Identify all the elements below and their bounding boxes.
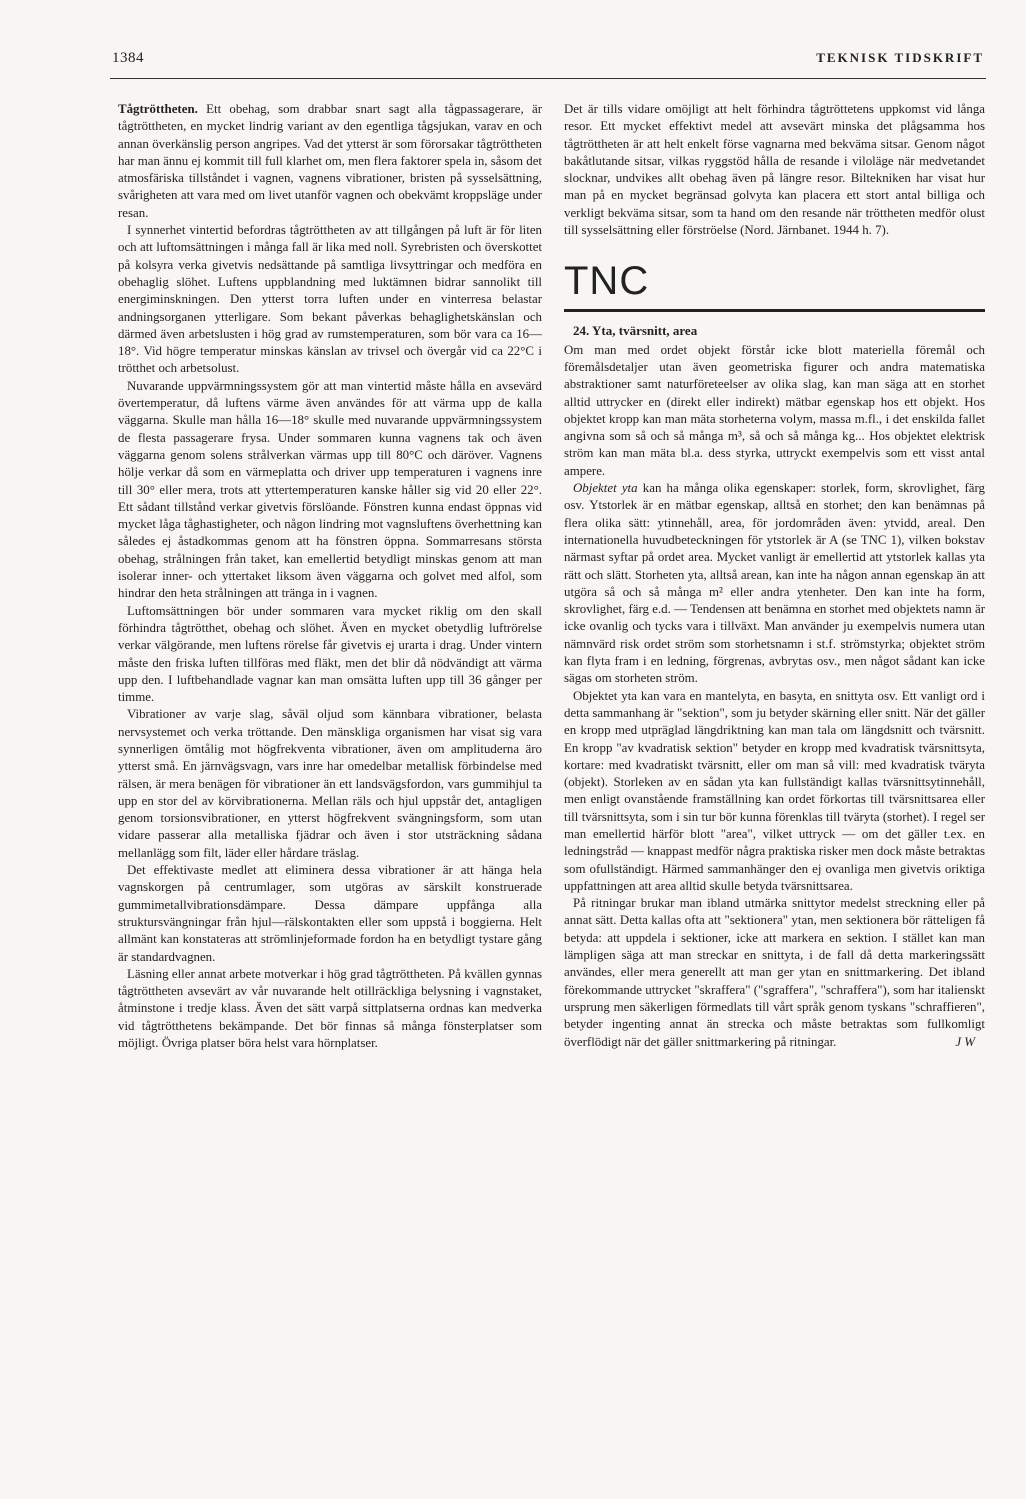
paragraph-text: Ett obehag, som drabbar snart sagt alla tågpassagerare, är tågtröttheten, en mycket lindrig variant av den egentliga tågsjukan, varav en och annan överkänslig person angripes. Vad det ytterst är som förorsakar tågtröttheten har man ännu ej kommit till full klarhet om, men flera faktorer spela in, såsom det atmosfäriska tillståndet i vagnen, vagnens vibrationer, bristen på sysselsättning, svårigheten att vara med om livet utanför vagnen och obekvämt kroppsläge under resan.: [118, 102, 542, 220]
paragraph: [118, 101, 542, 222]
paragraph: I synnerhet vintertid befordras tågtröttheten av att tillgången på luft är för liten och att luftomsättningen i många fall är lika med noll. Syrebristen och överskottet på kolsyra verka givetvis nedsättande på samtliga livsyttringar och medföra en obehaglig slöhet. Luftens uppblandning med luktämnen bidrar sannolikt till energiminskningen. Den ytterst torra luften under en vinterresa belastar andningsorganen ytterligare. Som bekant påverkas behaglighetskänslan och därmed även arbetslusten i hög grad av rumstemperaturen, som bör vara ca 16—18°. Vid högre temperatur minskas känslan av trivsel och övergår vid ca 22°C i trötthet och arbetsolust.: [118, 223, 542, 376]
paragraph: Vibrationer av varje slag, såväl oljud som kännbara vibrationer, belasta nervsystemet och verka tröttande. Den mänskliga organismen har visat sig vara synnerligen ömtålig mot högfrekventa vibrationer, även om amplituderna äro ytterst små. En järnvägsvagn, vars inre har omedelbar metallisk förbindelse med rälsen, är mera benägen för vibrationer än ett landsvägsfordon, vars gummihjul ta upp en stor del av körvibrationerna. Mellan räls och hjul uppstår det, antagligen genom torsionsvibrationer, en ytterst högfrekvent svängningsform, som utan vidare passerar alla metalliska fjädrar och även i stor utsträckning sådana mellanlägg som filt, läder eller hårdare träslag.: [118, 707, 542, 860]
running-head: TEKNISK TIDSKRIFT: [816, 50, 984, 65]
paragraph-text: kan ha många olika egenskaper: storlek, form, skrovlighet, färg osv. Ytstorlek är en mätbar egenskap, alltså en storhet; den kan benämnas på flera olika sätt: ytinnehåll, area, för jordområden även: ytvidd, areal. Den internationella huvudbeteckningen för ytstorlek är A (se TNC 1), vilken bokstav närmast syftar på ordet area. Mycket vanligt är emellertid att ytstorlek kallas yta rätt och slätt. Storheten yta, alltså arean, kan inte ha någon annan egenskap än att utgöra så och så många m² eller andra ytenheter. Den kan inte ha form, skrovlighet, färg e.d. — Tendensen att benämna en storhet med objektets namn är icke ovanlig och tycks vara i tillväxt. Man använder ju exempelvis numera utan nämnvärd risk ordet ström som storhetsnamn i st.f. strömstyrka; objektet ström kan flyta fram i en ledning, förgrenas, avbrytas osv., men något sådant kan icke sägas om storheten ström.: [564, 481, 985, 686]
paragraph: Läsning eller annat arbete motverkar i hög grad tågtröttheten. På kvällen gynnas tågtröttheten avsevärt av vår nuvarande helt otillräckliga belysning i vagnstaket, åtminstone i tredje klass. Även det sätt varpå sittplatserna ordnas kan medverka vid tågtrötthetens bekämpande. Det bör finnas så många fönsterplatser som möjligt. Övriga platser böra helst vara hörnplatser.: [118, 966, 542, 1051]
paragraph: [564, 480, 985, 688]
signature: J W: [955, 1034, 975, 1049]
paragraph-text: På ritningar brukar man ibland utmärka snittytor medelst streckning eller på annat sätt. Detta kallas ofta att "sektionera" ytan, men sektionera bör rätteligen få betyda: att uppdela i sektioner, icke att markera en sektion. I stället kan man lämpligen säga att man streckar en snittyta, i de fall då detta markeringssätt användes, eller mera generellt att man ger ytan en snittmarkering. Det ibland förekommande uttrycket "skraffera" ("sgraffera", "schraffera"), som har italienskt ursprung men säkerligen förmedlats till vårt språk genom tyskans "schraffieren", betyder ingenting annat än strecka och måste betraktas som fullkomligt överflödigt när det gäller snittmarkering på ritningar.: [564, 896, 985, 1049]
emphasis: Objektet yta: [573, 481, 638, 496]
right-column: [564, 101, 985, 1051]
article-title: Tågtröttheten.: [118, 102, 198, 116]
paragraph: Det är tills vidare omöjligt att helt förhindra tågtröttetens uppkomst vid långa resor. Ett mycket effektivt medel att avsevärt minska det plågsamma hos tågtröttheten är att helt enkelt förse vagnarna med bekväma sitsar. Genom något bakåtlutande sitsar, vilkas ryggstöd hålla de resande i viloläge när medvetandet slocknar, undvikes allt obehag även på längre resor. Biltekniken har visat hur man på en mycket begränsad golvyta kan placera ett stort antal billiga och verkligt bekväma sitsar, som ta hand om den resande när tröttheten medför olust till sysselsättning eller förströelse (Nord. Järnbanet. 1944 h. 7).: [564, 102, 985, 238]
paragraph: [564, 895, 985, 1051]
header-rule: [110, 78, 986, 79]
tnc-rule: [564, 309, 985, 312]
section-heading: 24. Yta, tvärsnitt, area: [573, 323, 698, 339]
paragraph: Det effektivaste medlet att eliminera dessa vibrationer är att hänga hela vagnskorgen på centrumlager, som utgöras av särskilt konstruerade gummimetallvibrationsdämpare. Dessa dämpare uppfånga alla struktursvängningar från hjul—rälskontakten eller som uppstå i boggierna. Helt allmänt kan konstateras att strömlinjeformade fordon ha en betydligt tystare gång är standardvagnen.: [118, 863, 542, 964]
page-number: 1384: [112, 50, 144, 66]
left-column: [118, 101, 542, 1052]
paragraph: Objektet yta kan vara en mantelyta, en basyta, en snittyta osv. Ett vanligt ord i detta sammanhang är "sektion", som ju betyder skärning eller snitt. När det gäller en kropp med utpräglad längdriktning kan man tala om längdsnitt och tvärsnitt. En kropp "av kvadratisk sektion" betyder en kropp med kvadratisk tvärsnittsyta, kortare: med kvadratiskt tvärsnitt, eller om man så vill: med kvadratisk tväryta (objekt). Storleken av en sådan yta kan fullständigt kallas tvärsnittsytinnehåll, men enligt ovanstående framställning kan ordet förkortas till tvärsnittsarea eller till tvärsnittsyta, som i sin tur bör kunna förenklas till tväryta (storhet). I regel ser man emellertid härför blott "area", vilket uttryck — om det gäller t.ex. en ledningstråd — knappast medför några praktiska risker men dock måste betraktas som ofullständigt. Härmed sammanhänger den ej ovanliga men givetvis oriktiga uppfattningen att area alltid skulle betyda tvärsnittsarea.: [564, 688, 985, 893]
paragraph: Om man med ordet objekt förstår icke blott materiella föremål och föremålsdetaljer utan även geometriska figurer och andra matematiska abstraktioner samt naturföreteelser av olika slag, kan man säga att en storhet alltid uttrycker en (direkt eller indirekt) mätbar egenskap hos ett objekt. Hos objektet kropp kan man mäta storheterna volym, massa m.fl., i det enskilda fallet angivna som så och så många m³, så och så många kg... Hos objektet elektrisk ström kan man mäta bl.a. dess styrka, uttryckt exempelvis som ett visst antal ampere.: [564, 342, 985, 478]
paragraph: Luftomsättningen bör under sommaren vara mycket riklig om den skall förhindra tågtrötthet, obehag och slöhet. Även en mycket obetydlig luftrörelse verkar välgörande, men luftens rörelse får givetvis ej urarta i drag. Under vintern måste den friska luften tillföras med fläkt, men det blir då nödvändigt att värma upp den. I luftbehandlade vagnar kan man omsätta luften upp till 36 gånger per timme.: [118, 603, 542, 705]
paragraph: Nuvarande uppvärmningssystem gör att man vintertid måste hålla en avsevärd övertemperatur, då luftens värme även användes för att värma upp de kalla väggarna. Skulle man hålla 16—18° skulle med nuvarande uppvärmningssystem de flesta passagerare frysa. Under sommaren kunna vagnens tak och även väggarna genom solens strålverkan värmas upp till 80°C och däröver. Vagnens hölje verkar då som en värmeplatta och driver upp temperaturen i vagnens inre till 30° eller mera, trots att yttertemperaturen kanske håller sig vid 20 eller 22°. Ett sådant tillstånd verkar givetvis förslöande. Fönstren kunna endast öppnas vid mycket låga tåghastigheter, och någon lindring mot vagnsluftens överhettning kan således ej åstadkommas genom att ha fönstren öppna. Sommarresans största obehag, strålningen från taket, kan emellertid betydligt minskas genom att man isolerar inner- och yttertaket liksom även väggarna och golvet med alfol, som hindrar den heta strålningen att tränga in i vagnen.: [118, 378, 542, 601]
section-title-tnc: TNC: [564, 259, 650, 304]
